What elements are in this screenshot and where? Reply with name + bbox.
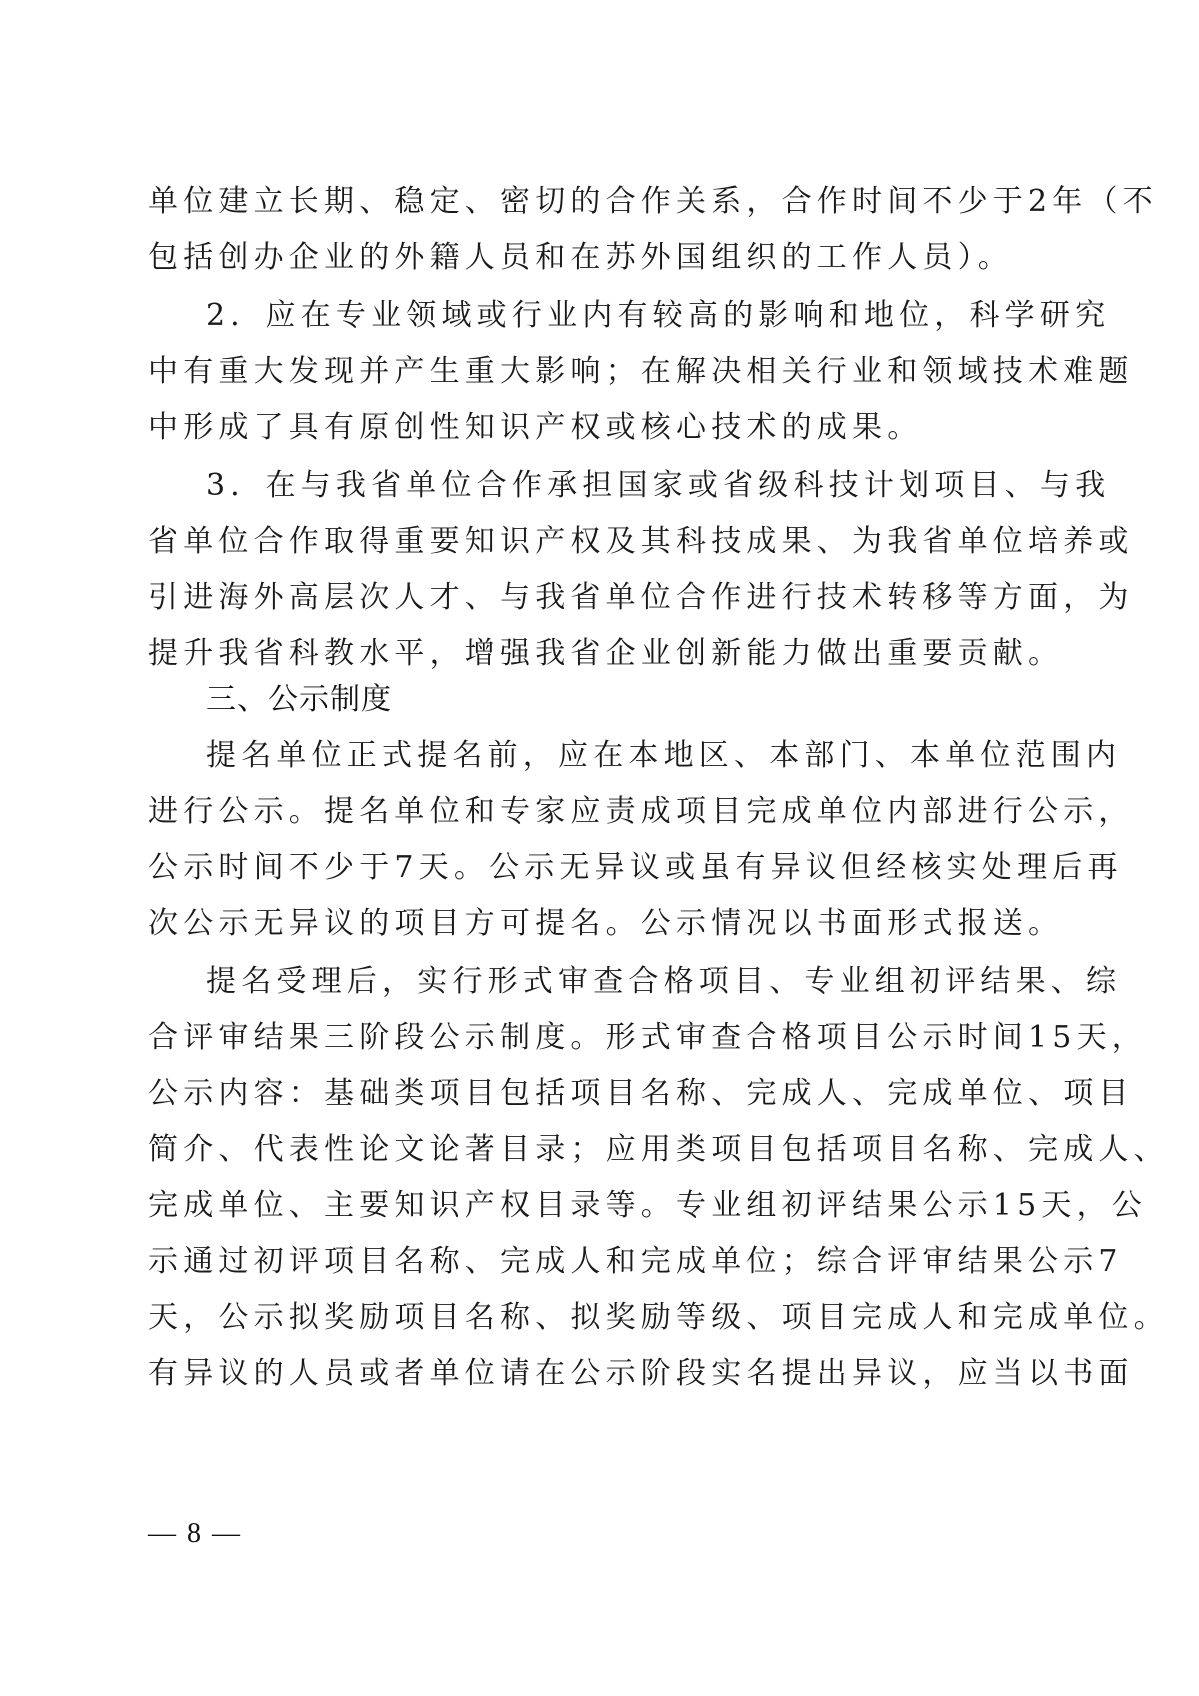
text-line: 提升我省科教水平，增强我省企业创新能力做出重要贡献。 — [148, 636, 1064, 671]
text-line: 单位建立长期、稳定、密切的合作关系，合作时间不少于2年（不 — [148, 184, 1158, 219]
text-line: 完成单位、主要知识产权目录等。专业组初评结果公示15天，公 — [148, 1188, 1147, 1223]
text-line: 提名受理后，实行形式审查合格项目、专业组初评结果、综 — [206, 964, 1122, 999]
text-line: 3．在与我省单位合作承担国家或省级科技计划项目、与我 — [206, 468, 1111, 503]
section-heading: 三、公示制度 — [206, 682, 392, 717]
text-line: 中形成了具有原创性知识产权或核心技术的成果。 — [148, 410, 923, 445]
text-line: 2．应在专业领域或行业内有较高的影响和地位，科学研究 — [206, 298, 1111, 333]
text-line: 有异议的人员或者单位请在公示阶段实名提出异议，应当以书面 — [148, 1356, 1134, 1391]
text-line: 中有重大发现并产生重大影响；在解决相关行业和领域技术难题 — [148, 354, 1134, 389]
text-line: 示通过初评项目名称、完成人和完成单位；综合评审结果公示7 — [148, 1244, 1123, 1279]
text-line: 省单位合作取得重要知识产权及其科技成果、为我省单位培养或 — [148, 524, 1134, 559]
text-line: 包括创办企业的外籍人员和在苏外国组织的工作人员）。 — [148, 240, 1013, 275]
text-line: 合评审结果三阶段公示制度。形式审查合格项目公示时间15天， — [148, 1020, 1147, 1055]
page-number: — 8 — — [148, 1518, 242, 1549]
text-line: 引进海外高层次人才、与我省单位合作进行技术转移等方面，为 — [148, 580, 1134, 615]
text-line: 提名单位正式提名前，应在本地区、本部门、本单位范围内 — [206, 738, 1122, 773]
text-line: 公示内容：基础类项目包括项目名称、完成人、完成单位、项目 — [148, 1076, 1134, 1111]
text-line: 次公示无异议的项目方可提名。公示情况以书面形式报送。 — [148, 906, 1064, 941]
text-line: 天，公示拟奖励项目名称、拟奖励等级、项目完成人和完成单位。 — [148, 1300, 1169, 1335]
text-line: 公示时间不少于7天。公示无异议或虽有异议但经核实处理后再 — [148, 850, 1123, 885]
text-line: 简介、代表性论文论著目录；应用类项目包括项目名称、完成人、 — [148, 1132, 1169, 1167]
text-line: 进行公示。提名单位和专家应责成项目完成单位内部进行公示， — [148, 794, 1134, 829]
